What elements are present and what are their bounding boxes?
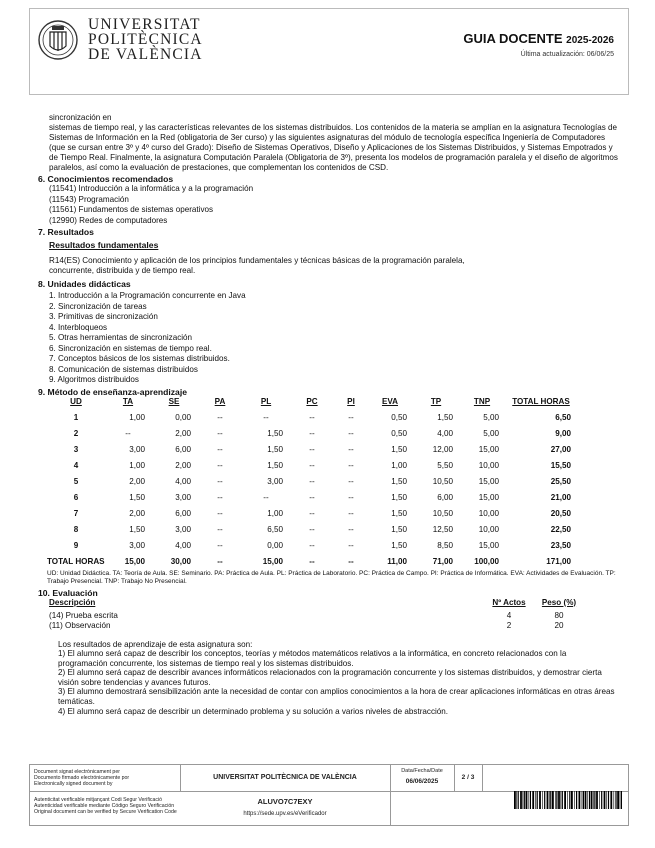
university-logo xyxy=(38,16,78,64)
table-cell: 4,00 xyxy=(175,540,191,550)
list-item: (11561) Fundamentos de sistemas operativos xyxy=(49,205,214,214)
table-cell: 2,00 xyxy=(175,428,191,438)
table-cell: 6,50 xyxy=(555,412,571,422)
signer-name: UNIVERSITAT POLITÈCNICA DE VALÈNCIA xyxy=(213,774,357,781)
table-cell: 6,50 xyxy=(267,524,283,534)
table-cell: -- xyxy=(309,460,315,470)
table-row xyxy=(47,458,577,474)
table-cell: 27,00 xyxy=(550,444,571,454)
footer-text: Autenticidad verificable mediante Código Seguro Verificación xyxy=(34,803,175,809)
table-cell: -- xyxy=(217,508,223,518)
section-title: 7. Resultados xyxy=(38,227,94,237)
university-name xyxy=(88,17,203,62)
table-cell: 3,00 xyxy=(129,540,145,550)
table-row xyxy=(47,490,577,506)
table-cell: 1,00 xyxy=(391,460,407,470)
table-header-row xyxy=(47,397,577,410)
table-cell: 7 xyxy=(73,508,79,518)
table-cell: 1,50 xyxy=(267,444,283,454)
table-cell: 1,50 xyxy=(129,524,145,534)
table-cell: -- xyxy=(309,412,315,422)
table-cell: -- xyxy=(309,524,315,534)
list-item: 6. Sincronización en sistemas de tiempo real. xyxy=(49,343,212,353)
column-header: PA xyxy=(214,396,226,406)
table-cell: 2,00 xyxy=(129,476,145,486)
table-cell: -- xyxy=(217,412,223,422)
table-cell: 1,50 xyxy=(437,412,453,422)
table-cell: -- xyxy=(348,508,354,518)
table-cell: 10,00 xyxy=(478,508,499,518)
teaching-method-table xyxy=(47,397,577,570)
table-cell: 1,50 xyxy=(391,492,407,502)
list-item: (11543) Programación xyxy=(49,194,129,204)
result-text: R14(ES) Conocimiento y aplicación de los principios fundamentales y técnicas básicas de la programación paralela, concurrente, distribuida y de tiempo real. xyxy=(49,256,465,275)
table-cell: 1,50 xyxy=(391,508,407,518)
table-cell: 11,00 xyxy=(387,556,407,566)
column-header: Nº Actos xyxy=(492,597,526,607)
subsection-title: Resultados fundamentales xyxy=(49,240,159,250)
table-cell: 15,00 xyxy=(262,556,283,566)
table-cell: 15,50 xyxy=(550,460,571,470)
table-cell: 100,00 xyxy=(474,556,499,566)
table-cell: 10,50 xyxy=(432,476,453,486)
table-row xyxy=(49,621,584,632)
list-item: 4. Interbloqueos xyxy=(49,322,108,332)
table-cell: -- xyxy=(217,556,223,566)
table-cell: -- xyxy=(217,492,223,502)
table-cell: 3,00 xyxy=(129,444,145,454)
table-header-row xyxy=(49,598,584,611)
table-cell: -- xyxy=(348,428,354,438)
table-cell: -- xyxy=(309,556,315,566)
list-item: 2. Sincronización de tareas xyxy=(49,301,147,311)
units-list xyxy=(38,291,618,386)
table-cell: 9 xyxy=(73,540,79,550)
date-label: Data/Fecha/Date xyxy=(401,768,443,774)
table-cell: -- xyxy=(217,460,223,470)
university-name-line: POLITÈCNICA xyxy=(88,31,203,48)
table-cell: 23,50 xyxy=(550,540,571,550)
table-cell: 15,00 xyxy=(478,444,499,454)
table-cell: 15,00 xyxy=(478,540,499,550)
list-item: 5. Otras herramientas de sincronización xyxy=(49,333,193,342)
table-cell: 80 xyxy=(554,610,564,620)
column-header: PI xyxy=(347,396,355,406)
table-cell: 0,50 xyxy=(391,412,407,422)
table-cell: 5,00 xyxy=(483,428,499,438)
table-cell: 25,50 xyxy=(550,476,571,486)
column-header: UD xyxy=(70,396,82,406)
column-header: TA xyxy=(122,396,134,406)
signed-by-label xyxy=(34,769,129,787)
table-cell: -- xyxy=(348,460,354,470)
table-cell: 1,50 xyxy=(391,476,407,486)
table-cell: 2 xyxy=(506,621,512,630)
table-cell: -- xyxy=(309,444,315,454)
list-item: 8. Comunicación de sistemas distribuidos xyxy=(49,364,198,374)
table-cell: 3,00 xyxy=(175,492,191,502)
list-item: (11541) Introducción a la informática y a la programación xyxy=(49,184,254,193)
table-cell: 4 xyxy=(73,460,79,470)
table-cell: 1,00 xyxy=(129,460,145,470)
table-cell: -- xyxy=(263,492,269,502)
signature-date: 06/06/2025 xyxy=(405,778,439,785)
list-item: (12990) Redes de computadores xyxy=(49,215,168,225)
section-title: 8. Unidades didácticas xyxy=(38,279,131,289)
table-cell: -- xyxy=(309,428,315,438)
table-cell: -- xyxy=(348,444,354,454)
table-cell: 1,00 xyxy=(267,508,283,518)
table-cell: -- xyxy=(217,428,223,438)
table-cell: 0,00 xyxy=(267,540,283,550)
table-cell: 1,50 xyxy=(391,540,407,550)
table-row xyxy=(47,426,577,442)
table-cell: 171,00 xyxy=(546,556,571,566)
eval-paragraph: 4) El alumno será capaz de describir un determinado problema y su solución a varios niveles de abstracción. xyxy=(58,706,449,716)
eval-paragraph: Los resultados de aprendizaje de esta asignatura son: xyxy=(58,639,253,649)
table-cell: (14) Prueba escrita xyxy=(49,610,118,620)
document-body xyxy=(38,113,618,716)
intro-paragraph: sistemas de tiempo real, y las características relevantes de los sistemas distribuidos. Los contenidos de la materia se amplían en la asignatura Tecnologías de Sistemas de Información en la Red (obligatoria de 3er curso) y las siguientes asignaturas del módulo de tecnología específica Ingeniería de Computadores (que se cursan entre 3º y 4º curso del Grado): Diseño de Sistemas Operativos, Diseño y Aplicaciones de los Sistemas Distribuidos, y Sistemas Empotrados y de Tiempo Real. Finalmente, la asignatura Computación Paralela (Obligatoria de 3º), presenta los modelos de programación paralela y el diseño de algoritmos paralelos, así como la evaluación de prestaciones, que complementan los contenidos de CSD. xyxy=(49,123,618,172)
table-cell: 22,50 xyxy=(550,524,571,534)
table-row xyxy=(47,538,577,554)
footer-text: Electronically signed document by xyxy=(34,781,113,787)
table-row xyxy=(47,474,577,490)
table-cell: -- xyxy=(263,412,269,422)
eval-paragraph: 1) El alumno será capaz de describir los conceptos, teorías y métodos matemáticos relativos a la informática, en concreto relacionados con la programación concurrente, los sistemas de tiempo real y los sistemas distribuidos. xyxy=(58,649,567,668)
signature-footer xyxy=(29,764,629,826)
list-item: 9. Algoritmos distribuidos xyxy=(49,375,139,384)
document-header xyxy=(29,8,629,95)
table-cell: 9,00 xyxy=(555,428,571,438)
doc-title-text: GUIA DOCENTE xyxy=(463,31,563,46)
table-row xyxy=(47,522,577,538)
table-cell: 15,00 xyxy=(124,556,145,566)
table-cell: 21,00 xyxy=(550,492,571,502)
footer-text: Original document can be verified by Secure Verification Code xyxy=(34,809,177,815)
evaluation-text xyxy=(38,640,618,717)
table-cell: 1,50 xyxy=(129,492,145,502)
footer-text: Autenticitat verificable mitjançant Codi Segur Verificació xyxy=(34,797,163,803)
table-cell: -- xyxy=(309,476,315,486)
table-cell: 1,00 xyxy=(129,412,145,422)
last-update: Última actualización: 06/06/25 xyxy=(520,51,614,58)
verification-code: ALUVO7C7EXY xyxy=(257,797,313,806)
section-title: 9. Método de enseñanza-aprendizaje xyxy=(38,386,187,397)
table-cell: TOTAL HORAS xyxy=(47,556,105,566)
list-item: 7. Conceptos básicos de los sistemas distribuidos. xyxy=(49,354,230,363)
table-cell: -- xyxy=(348,412,354,422)
column-header: Peso (%) xyxy=(541,597,577,607)
table-cell: 12,00 xyxy=(432,444,453,454)
table-cell: -- xyxy=(348,524,354,534)
column-header: TNP xyxy=(473,396,491,406)
eval-paragraph: 2) El alumno será capaz de describir avances informáticos relacionados con la programación concurrente y los sistemas distribuidos, y demostrar cierta visión sobre tendencias y avances futuros. xyxy=(58,668,602,687)
footer-text: Document signat electrònicament per xyxy=(34,769,120,775)
table-cell: -- xyxy=(348,476,354,486)
table-cell: 1,50 xyxy=(391,524,407,534)
table-cell: 15,00 xyxy=(478,492,499,502)
table-cell: -- xyxy=(125,428,131,438)
table-cell: 1,50 xyxy=(391,444,407,454)
table-cell: 1,50 xyxy=(267,460,283,470)
table-row xyxy=(47,442,577,458)
section-title: 10. Evaluación xyxy=(38,587,98,598)
table-cell: 5,00 xyxy=(483,412,499,422)
column-header: TP xyxy=(430,396,442,406)
table-cell: -- xyxy=(217,444,223,454)
page-number: 2 / 3 xyxy=(461,774,475,781)
table-cell: -- xyxy=(309,508,315,518)
table-cell: 20,50 xyxy=(550,508,571,518)
column-header: EVA xyxy=(381,396,399,406)
eval-paragraph: 3) El alumno demostrará sensibilización ante la necesidad de contar con amplios conocimientos a la hora de crear aplicaciones informáticas en otras áreas temáticas. xyxy=(58,687,615,707)
table-cell: 20 xyxy=(554,621,564,630)
table-cell: 1,50 xyxy=(267,428,283,438)
table-cell: 15,00 xyxy=(478,476,499,486)
table-cell: 6,00 xyxy=(175,444,191,454)
table-cell: -- xyxy=(217,540,223,550)
table-cell: 1 xyxy=(73,412,79,422)
intro-line: sincronización en xyxy=(49,113,112,122)
table-cell: 6,00 xyxy=(175,508,191,518)
table-cell: 12,50 xyxy=(432,524,453,534)
table-cell: 30,00 xyxy=(170,556,191,566)
list-item: 1. Introducción a la Programación concurrente en Java xyxy=(49,291,246,300)
academic-year: 2025-2026 xyxy=(566,35,614,46)
table-cell: (11) Observación xyxy=(49,621,111,630)
table-cell: 10,00 xyxy=(478,524,499,534)
table-cell: -- xyxy=(348,540,354,550)
recommended-list xyxy=(38,184,618,226)
table-cell: 10,00 xyxy=(478,460,499,470)
column-header: Descripción xyxy=(49,597,96,607)
table-cell: -- xyxy=(217,524,223,534)
table-cell: 5 xyxy=(73,476,79,486)
list-item: 3. Primitivas de sincronización xyxy=(49,312,158,321)
table-cell: -- xyxy=(309,492,315,502)
table-body xyxy=(47,410,577,570)
table-cell: -- xyxy=(348,556,354,566)
table-cell: 4 xyxy=(506,610,512,620)
table-row xyxy=(49,611,584,622)
table-row xyxy=(47,410,577,426)
table-cell: 5,50 xyxy=(437,460,453,470)
footer-text: Documento firmado electrónicamente por xyxy=(34,775,130,781)
table-cell: -- xyxy=(309,540,315,550)
table-cell: 2,00 xyxy=(129,508,145,518)
table-legend: UD: Unidad Didáctica. TA: Teoría de Aula. SE: Seminario. PA: Práctica de Aula. PL: Práctica de Laboratorio. PC: Práctica de Campo. PI: Práctica de Informática. EVA: Actividades de Evaluación. TP: Trabajo Presencial. TNP: Trabajo No Presencial. xyxy=(47,569,616,585)
column-header: SE xyxy=(168,396,180,406)
table-cell: 0,00 xyxy=(175,412,191,422)
table-cell: 3,00 xyxy=(267,476,283,486)
verification-url[interactable]: https://sede.upv.es/eVerificador xyxy=(243,811,327,817)
table-cell: -- xyxy=(217,476,223,486)
barcode xyxy=(514,791,624,809)
evaluation-table xyxy=(49,598,584,632)
table-cell: 6,00 xyxy=(437,492,453,502)
university-name-line: DE VALÈNCIA xyxy=(88,46,203,63)
document-title xyxy=(463,31,614,46)
table-cell: 71,00 xyxy=(432,556,453,566)
university-name-line: UNIVERSITAT xyxy=(88,16,201,33)
table-cell: -- xyxy=(348,492,354,502)
table-cell: 6 xyxy=(73,492,79,502)
table-cell: 2,00 xyxy=(175,460,191,470)
table-cell: 0,50 xyxy=(391,428,407,438)
section-title: 6. Conocimientos recomendados xyxy=(38,174,174,184)
table-row xyxy=(47,506,577,522)
verification-label xyxy=(34,797,177,815)
table-cell: 4,00 xyxy=(175,476,191,486)
table-cell: 8,50 xyxy=(437,540,453,550)
column-header: PC xyxy=(306,396,318,406)
table-cell: 8 xyxy=(73,524,79,534)
table-cell: 10,50 xyxy=(432,508,453,518)
table-cell: 3 xyxy=(73,444,79,454)
column-header: PL xyxy=(260,396,272,406)
table-cell: 2 xyxy=(73,428,79,438)
column-header: TOTAL HORAS xyxy=(512,396,570,406)
table-total-row xyxy=(47,554,577,570)
table-cell: 4,00 xyxy=(437,428,453,438)
table-cell: 3,00 xyxy=(175,524,191,534)
